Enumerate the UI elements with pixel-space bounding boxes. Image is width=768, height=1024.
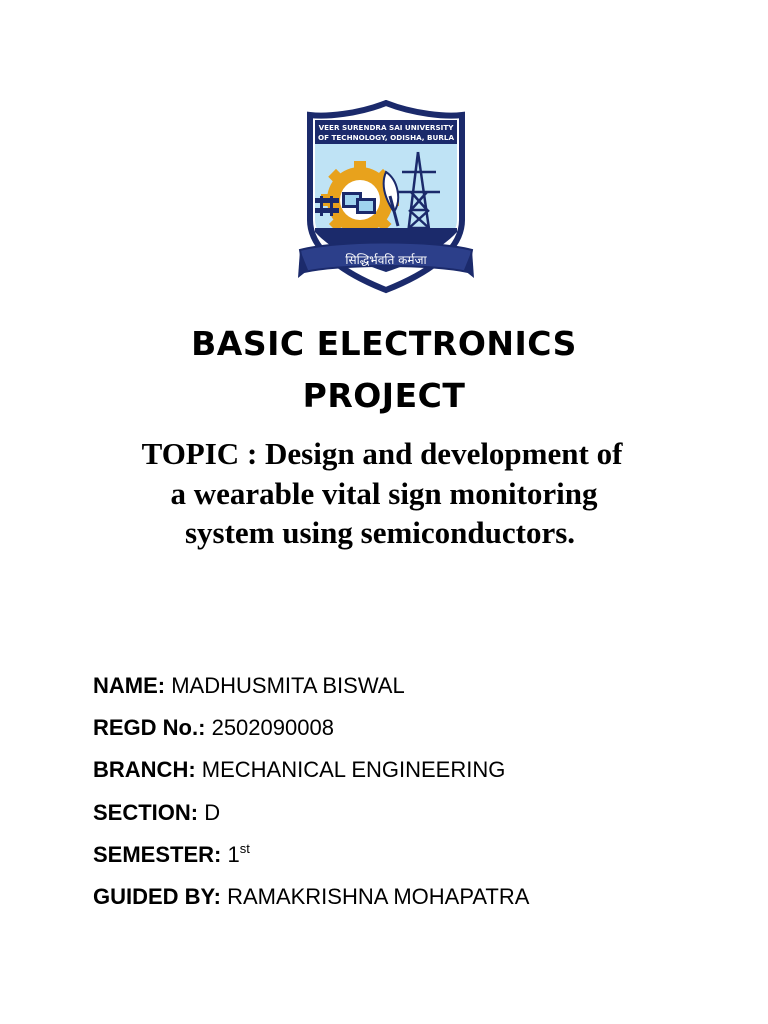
regd-no-field xyxy=(93,714,334,742)
regd-no-value: 2502090008 xyxy=(211,715,334,740)
section-value: D xyxy=(204,800,221,825)
university-logo xyxy=(298,100,474,295)
topic-line2: a wearable vital sign monitoring xyxy=(170,476,598,511)
guided-by-label: GUIDED BY: xyxy=(93,884,221,909)
topic-line3: system using semiconductors. xyxy=(184,515,576,550)
project-title-line1: BASIC ELECTRONICS xyxy=(191,324,577,363)
logo-university-line1: VEER SURENDRA SAI UNIVERSITY xyxy=(318,123,454,132)
regd-no-label: REGD No.: xyxy=(93,715,206,740)
branch-field xyxy=(93,756,505,784)
logo-university-line2: OF TECHNOLOGY, ODISHA, BURLA xyxy=(317,133,455,142)
guided-by-value: RAMAKRISHNA MOHAPATRA xyxy=(227,884,530,909)
name-value: MADHUSMITA BISWAL xyxy=(171,673,405,698)
branch-value: MECHANICAL ENGINEERING xyxy=(201,757,506,782)
semester-value: 1 xyxy=(227,842,240,867)
name-label: NAME: xyxy=(93,673,166,698)
name-field xyxy=(93,672,405,700)
semester-field xyxy=(93,841,250,869)
logo-motto: सिद्धिर्भवति कर्मजा xyxy=(345,253,427,267)
semester-label: SEMESTER: xyxy=(93,842,222,867)
guided-by-field xyxy=(93,883,529,911)
topic-line1: TOPIC : Design and development of xyxy=(141,436,623,471)
section-label: SECTION: xyxy=(93,800,199,825)
branch-label: BRANCH: xyxy=(93,757,196,782)
section-field xyxy=(93,799,220,827)
semester-suffix: st xyxy=(239,841,250,856)
project-title-line2: PROJECT xyxy=(302,376,466,415)
